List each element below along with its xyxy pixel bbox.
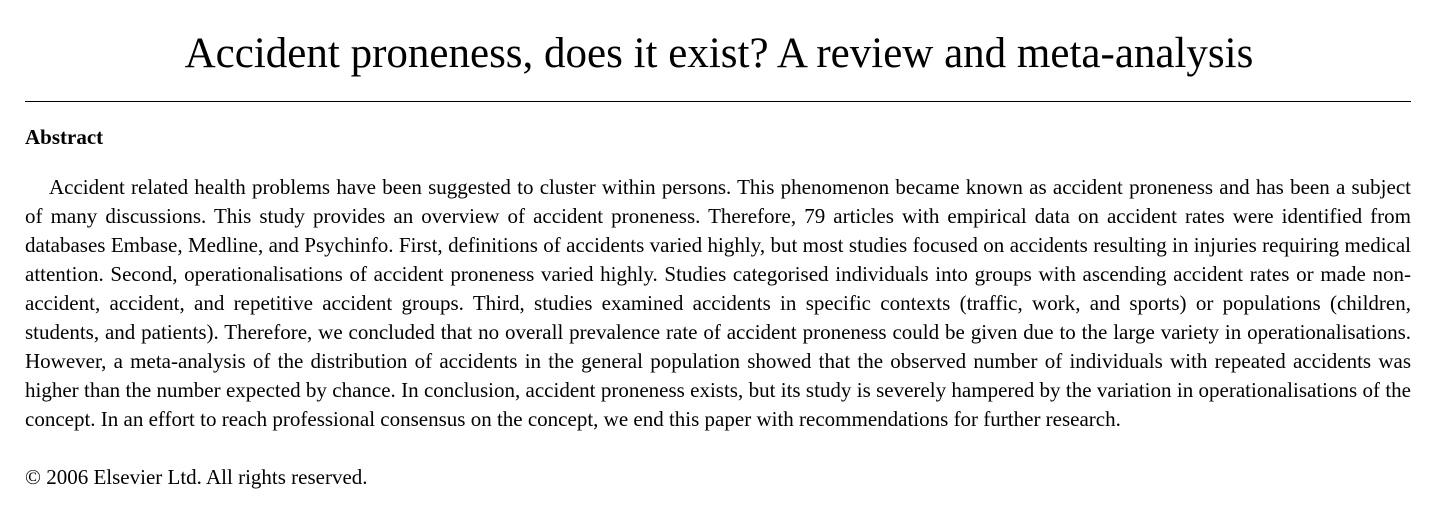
- abstract-text: Accident related health problems have been suggested to cluster within persons. This phenomenon became known as accident proneness and has been a subject of many discussions. This study provides an overview of accident proneness. Therefore, 79 articles with empirical data on accident rates were identified from databases Embase, Medline, and Psychinfo. First, definitions of accidents varied highly, but most studies focused on accidents resulting in injuries requiring medical attention. Second, operationalisations of accident proneness varied highly. Studies categorised individuals into groups with ascending accident rates or made non-accident, accident, and repetitive accident groups. Third, studies examined accidents in specific contexts (traffic, work, and sports) or populations (children, students, and patients). Therefore, we concluded that no overall prevalence rate of accident proneness could be given due to the large variety in operationalisations. However, a meta-analysis of the distribution of accidents in the general population showed that the observed number of individuals with repeated accidents was higher than the number expected by chance. In conclusion, accident proneness exists, but its study is severely hampered by the variation in operationalisations of the concept. In an effort to reach professional consensus on the concept, we end this paper with recommendations for further research.: [25, 175, 1411, 431]
- abstract-heading: Abstract: [25, 125, 104, 149]
- title-divider: [25, 101, 1411, 102]
- copyright-notice: © 2006 Elsevier Ltd. All rights reserved.: [25, 465, 368, 489]
- paper-title: Accident proneness, does it exist? A review and meta-analysis: [184, 30, 1254, 77]
